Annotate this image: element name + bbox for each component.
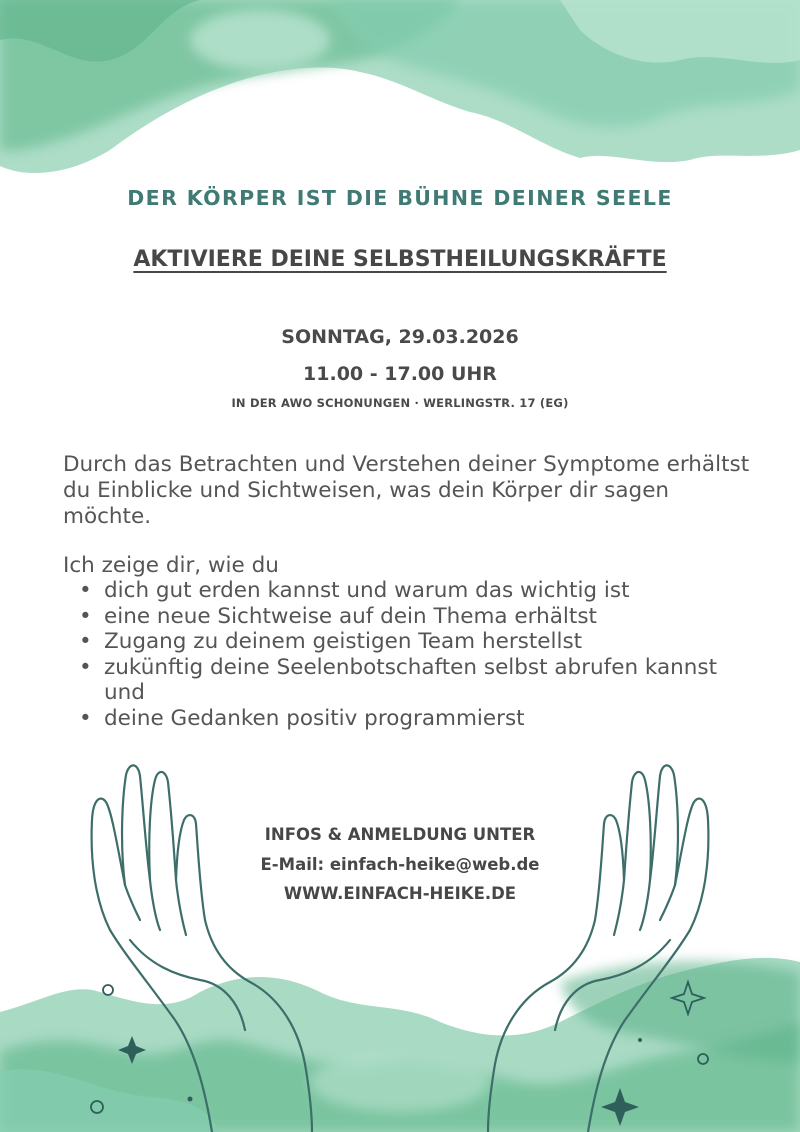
contact-website[interactable]: WWW.EINFACH-HEIKE.DE <box>283 884 517 903</box>
list-item: • Zugang zu deinem geistigen Team herstellst <box>104 629 744 655</box>
sparkle-star-icon <box>601 1088 639 1126</box>
list-item: • dich gut erden kannst und warum das wichtig ist <box>104 578 744 604</box>
small-circle-icon <box>698 1054 708 1064</box>
list-item: • zukünftig deine Seelenbotschaften selbst abrufen kannst und <box>104 655 744 706</box>
contact-heading: INFOS & ANMELDUNG UNTER <box>264 825 536 844</box>
open-hands-illustration <box>0 750 800 1132</box>
intro-paragraph: Durch das Betrachten und Verstehen deiner Symptome erhältst du Einblicke und Sichtweisen, was dein Körper dir sagen möchte. <box>63 452 750 529</box>
sparkle-star-icon <box>118 1036 146 1064</box>
headline: DER KÖRPER IST DIE BÜHNE DEINER SEELE <box>127 186 673 210</box>
watercolor-top <box>0 0 800 200</box>
small-circle-icon <box>91 1101 103 1113</box>
list-item: • eine neue Sichtweise auf dein Thema erhältst <box>104 604 744 630</box>
benefit-list <box>104 578 744 731</box>
event-date: SONNTAG, 29.03.2026 <box>281 326 519 348</box>
subheadline: AKTIVIERE DEINE SELBSTHEILUNGSKRÄFTE <box>133 247 667 272</box>
small-circle-icon <box>103 985 113 995</box>
sparkle-star-icon <box>672 982 704 1014</box>
event-venue: IN DER AWO SCHONUNGEN · WERLINGSTR. 17 (EG) <box>231 396 569 410</box>
list-lead: Ich zeige dir, wie du <box>63 553 279 578</box>
event-time: 11.00 - 17.00 UHR <box>303 363 497 385</box>
contact-email[interactable]: E-Mail: einfach-heike@web.de <box>260 855 540 874</box>
list-item: • deine Gedanken positiv programmierst <box>104 706 744 732</box>
